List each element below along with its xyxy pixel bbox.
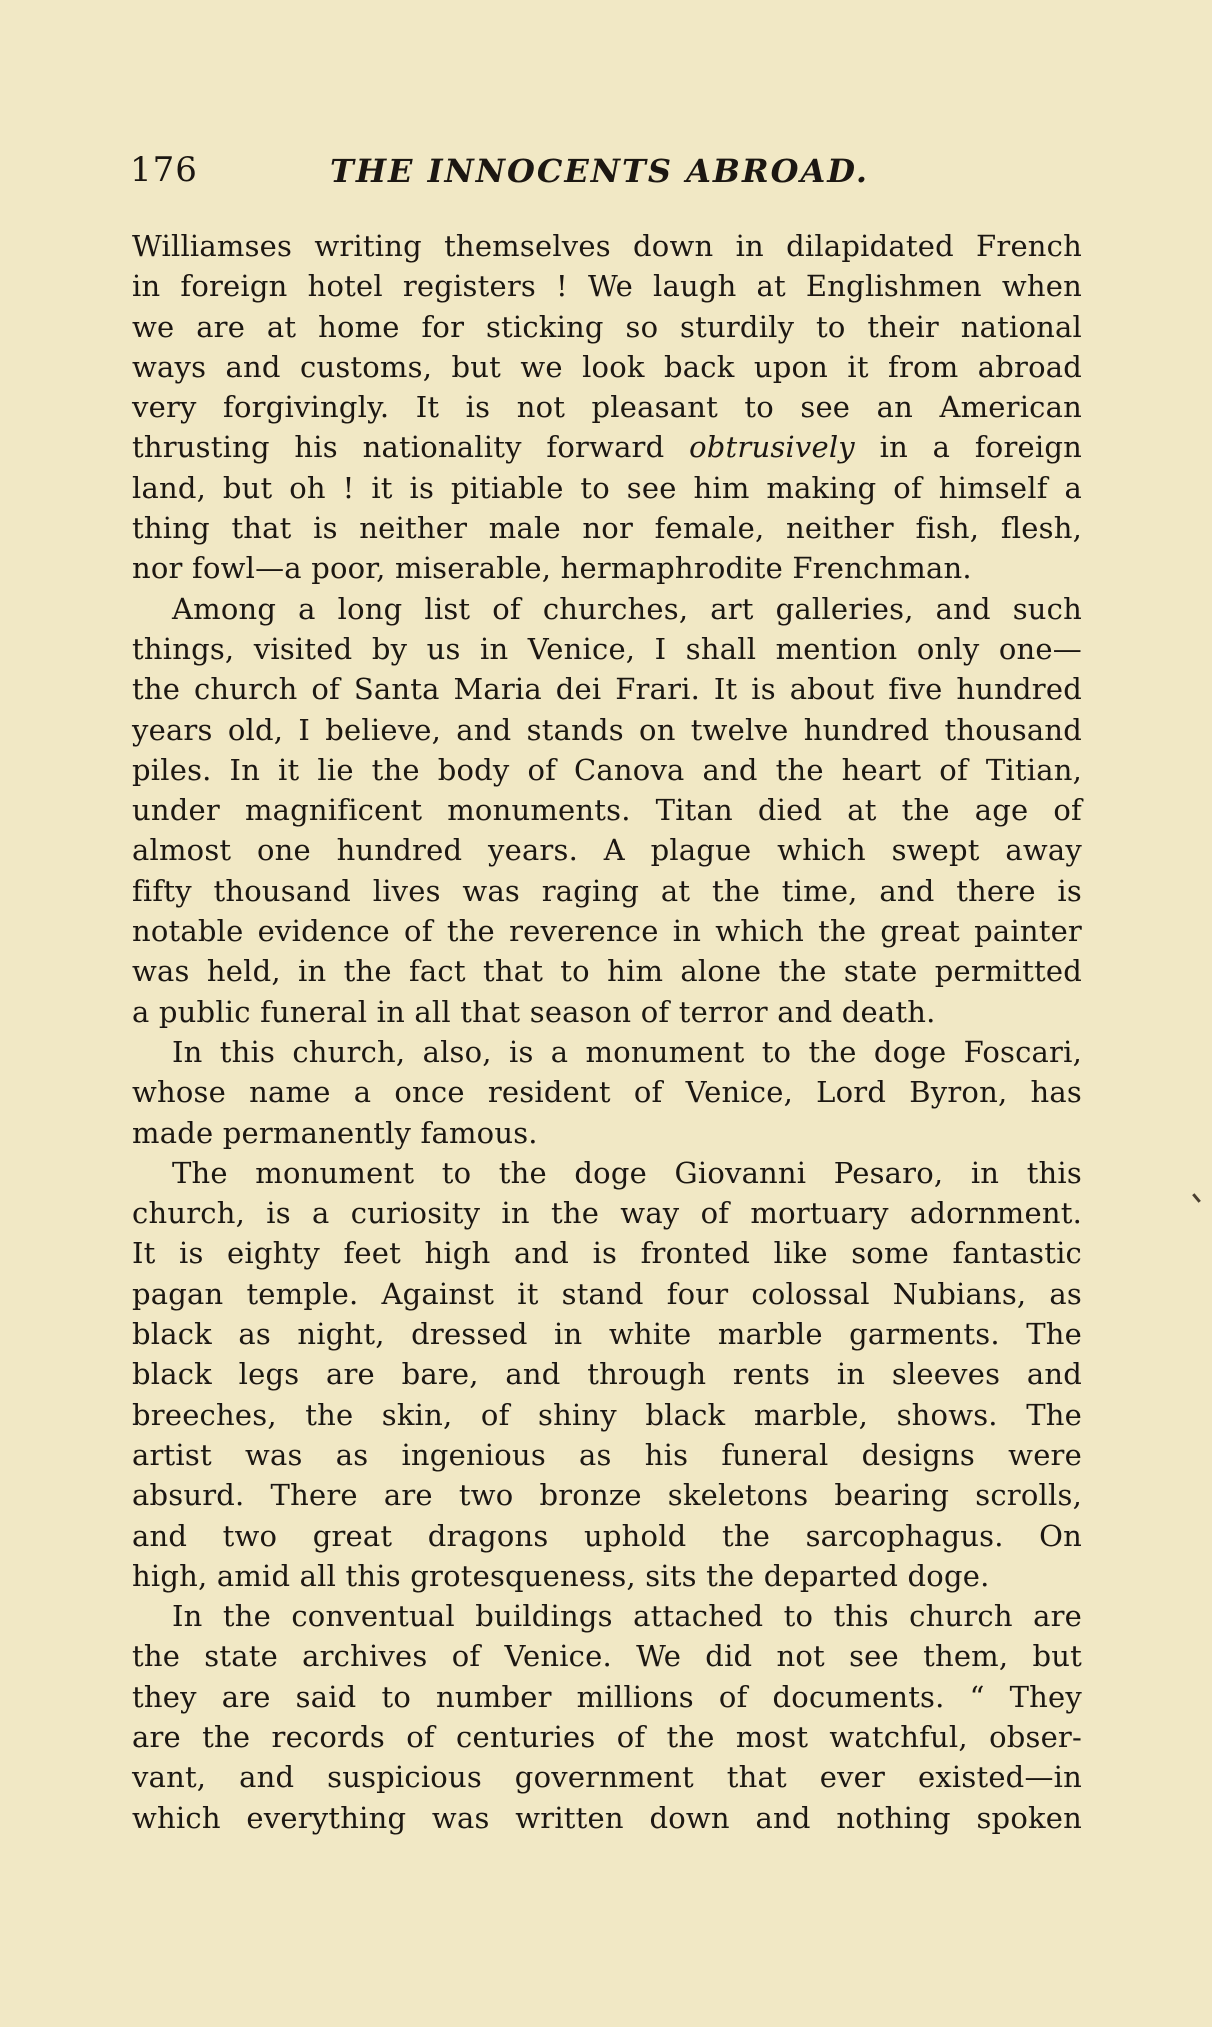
text-line: are the records of centuries of the most watchful, obser- [132,1719,1082,1754]
text-line: breeches, the skin, of shiny black marble, shows. The [132,1397,1082,1432]
text-line: black legs are bare, and through rents in sleeves and [132,1357,1082,1392]
text-line: artist was as ingenious as his funeral designs were [132,1437,1082,1472]
text-line: they are said to number millions of documents. “ They [132,1679,1082,1714]
text-line: ways and customs, but we look back upon it from abroad [132,349,1082,384]
text-line: thing that is neither male nor female, neither fish, flesh, [132,511,1082,546]
text-line: we are at home for sticking so sturdily to their national [132,309,1082,344]
text-line: years old, I believe, and stands on twelve hundred thousand [132,712,1082,747]
text-segment: thrusting his nationality forward [132,430,665,465]
text-line: vant, and suspicious government that ever existed—in [132,1760,1082,1795]
text-line: the state archives of Venice. We did not see them, but [132,1639,1082,1674]
text-line: pagan temple. Against it stand four colossal Nubians, as [132,1276,1082,1311]
text-line: piles. In it lie the body of Canova and the heart of Titian, [132,752,1082,787]
text-line: In the conventual buildings attached to this church are [172,1599,1082,1634]
page-number: 176 [130,150,198,190]
ink-speck [1192,1193,1201,1203]
running-title: THE INNOCENTS ABROAD. [330,152,870,190]
text-line: It is eighty feet high and is fronted like some fantastic [132,1236,1082,1271]
text-line: very forgivingly. It is not pleasant to see an American [132,390,1082,425]
running-head [130,150,1080,200]
text-line: fifty thousand lives was raging at the time, and there is [132,873,1082,908]
italic-word: obtrusively [689,430,855,465]
text-line: a public funeral in all that season of terror and death. [132,994,936,1029]
text-line: black as night, dressed in white marble garments. The [132,1317,1082,1352]
text-line: under magnificent monuments. Titan died at the age of [132,793,1082,828]
text-line: nor fowl—a poor, miserable, hermaphrodite Frenchman. [132,551,972,586]
text-line: The monument to the doge Giovanni Pesaro, in this [172,1155,1082,1190]
text-line: things, visited by us in Venice, I shall mention only one— [132,631,1082,666]
text-line: was held, in the fact that to him alone the state permitted [132,954,1082,989]
text-line: notable evidence of the reverence in which the great painter [132,914,1082,949]
text-line: high, amid all this grotesqueness, sits the departed doge. [132,1558,990,1593]
text-line: land, but oh ! it is pitiable to see him making of himself a [132,470,1082,505]
text-line: the church of Santa Maria dei Frari. It is about five hundred [132,672,1082,707]
text-line: absurd. There are two bronze skeletons bearing scrolls, [132,1478,1082,1513]
text-line: and two great dragons uphold the sarcophagus. On [132,1518,1082,1553]
text-line: whose name a once resident of Venice, Lord Byron, has [132,1075,1082,1110]
text-line: Williamses writing themselves down in dilapidated French [132,229,1082,263]
body-text [132,226,1082,1838]
text-line: Among a long list of churches, art galleries, and such [172,591,1082,626]
text-line: which everything was written down and nothing spoken [132,1800,1082,1835]
text-segment: in a foreign [879,430,1083,465]
text-line: made permanently famous. [132,1115,538,1150]
text-line: In this church, also, is a monument to the doge Foscari, [172,1034,1082,1069]
text-line: church, is a curiosity in the way of mortuary adornment. [132,1196,1082,1231]
text-line: almost one hundred years. A plague which swept away [132,833,1082,868]
text-line [132,427,1082,467]
text-line: in foreign hotel registers ! We laugh at Englishmen when [132,269,1082,304]
